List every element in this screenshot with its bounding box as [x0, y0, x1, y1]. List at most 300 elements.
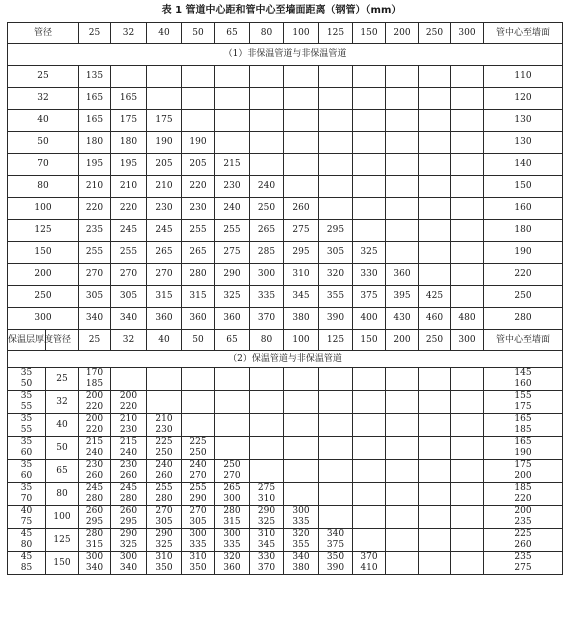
spacing-cell-upper: 290 — [155, 529, 173, 539]
spacing-cell — [386, 66, 419, 88]
column-header: 80 — [250, 23, 284, 44]
spacing-cell — [451, 220, 484, 242]
wall-distance-cell — [484, 460, 563, 483]
column-header: 50 — [182, 23, 215, 44]
spacing-cell: 210 — [111, 176, 147, 198]
pipe-size-cell: 32 — [8, 88, 79, 110]
wall-distance-cell-upper: 165 — [514, 437, 532, 447]
spacing-cell: 230 — [182, 198, 215, 220]
spacing-cell — [419, 220, 451, 242]
spacing-cell — [79, 460, 111, 483]
spacing-cell-lower: 260 — [85, 471, 104, 481]
spacing-cell: 400 — [353, 308, 386, 330]
spacing-cell-upper: 300 — [189, 529, 207, 539]
spacing-cell-lower: 340 — [119, 563, 138, 573]
pipe-size-cell: 50 — [8, 132, 79, 154]
spacing-cell: 425 — [419, 286, 451, 308]
spacing-cell: 305 — [79, 286, 111, 308]
spacing-cell: 265 — [182, 242, 215, 264]
wall-distance-cell-lower: 185 — [514, 425, 532, 435]
spacing-cell — [419, 88, 451, 110]
spacing-cell — [319, 66, 353, 88]
table-row — [8, 198, 563, 220]
spacing-cell: 255 — [111, 242, 147, 264]
spacing-cell-lower: 310 — [257, 494, 276, 504]
spacing-cell — [284, 176, 319, 198]
spacing-cell: 355 — [319, 286, 353, 308]
insulation-thickness-cell-upper: 35 — [20, 483, 33, 493]
spacing-cell-lower: 375 — [326, 540, 345, 550]
spacing-cell-lower: 315 — [223, 517, 241, 527]
spacing-cell: 255 — [182, 220, 215, 242]
spacing-cell — [353, 414, 386, 437]
spacing-cell-lower: 220 — [85, 425, 104, 435]
section-title: （1）非保温管道与非保温管道 — [8, 44, 563, 66]
spacing-cell — [353, 552, 386, 575]
spacing-cell-upper: 225 — [155, 437, 173, 447]
table1-header-row — [8, 23, 563, 44]
spacing-cell: 340 — [111, 308, 147, 330]
spacing-cell — [111, 552, 147, 575]
spacing-cell: 345 — [284, 286, 319, 308]
spacing-cell — [319, 391, 353, 414]
spacing-cell-lower: 250 — [155, 448, 173, 458]
spacing-cell — [353, 460, 386, 483]
table-row — [8, 242, 563, 264]
wall-distance-cell — [484, 529, 563, 552]
table-row — [8, 88, 563, 110]
insulation-thickness-cell-lower: 55 — [20, 425, 33, 435]
spacing-cell-lower: 355 — [292, 540, 310, 550]
spacing-cell-lower: 260 — [119, 471, 138, 481]
insulation-thickness-cell-upper: 35 — [20, 391, 33, 401]
column-header: 32 — [111, 330, 147, 351]
spacing-cell — [386, 88, 419, 110]
insulation-thickness-cell — [8, 483, 46, 506]
spacing-cell: 395 — [386, 286, 419, 308]
spacing-cell — [250, 110, 284, 132]
spacing-cell: 270 — [147, 264, 182, 286]
spacing-cell-lower: 295 — [119, 517, 138, 527]
spacing-cell — [419, 368, 451, 391]
spacing-cell — [284, 154, 319, 176]
spacing-cell — [386, 414, 419, 437]
table-row — [8, 286, 563, 308]
spacing-cell — [147, 66, 182, 88]
column-header: 150 — [353, 23, 386, 44]
spacing-cell — [353, 506, 386, 529]
spacing-cell — [353, 391, 386, 414]
spacing-cell — [284, 437, 319, 460]
insulation-thickness-cell-lower: 75 — [20, 517, 33, 527]
table-row — [8, 110, 563, 132]
pipe-size-cell: 150 — [46, 552, 79, 575]
spacing-cell: 305 — [319, 242, 353, 264]
spacing-cell — [250, 154, 284, 176]
spacing-cell — [79, 506, 111, 529]
table-row — [8, 308, 563, 330]
spacing-cell — [419, 264, 451, 286]
wall-distance-cell — [484, 391, 563, 414]
spacing-cell — [182, 552, 215, 575]
spacing-cell — [215, 437, 250, 460]
column-header: 125 — [319, 23, 353, 44]
spacing-cell — [451, 483, 484, 506]
spacing-cell — [250, 529, 284, 552]
column-header: 125 — [319, 330, 353, 351]
spacing-cell-lower: 360 — [223, 563, 241, 573]
spacing-cell — [284, 483, 319, 506]
spacing-cell-lower: 260 — [155, 471, 173, 481]
spacing-cell — [284, 368, 319, 391]
pipe-size-cell: 80 — [8, 176, 79, 198]
wall-distance-cell: 190 — [484, 242, 563, 264]
pipe-size-cell: 40 — [8, 110, 79, 132]
spacing-cell: 190 — [147, 132, 182, 154]
spacing-cell-lower: 325 — [155, 540, 173, 550]
spacing-cell-upper: 200 — [119, 391, 138, 401]
spacing-cell — [182, 391, 215, 414]
spacing-cell: 265 — [147, 242, 182, 264]
table-row — [8, 552, 563, 575]
section-title: （2）保温管道与非保温管道 — [8, 351, 563, 368]
spacing-cell — [250, 552, 284, 575]
spacing-cell-lower: 280 — [119, 494, 138, 504]
spacing-cell-lower: 280 — [85, 494, 104, 504]
insulation-thickness-cell-upper: 35 — [20, 460, 33, 470]
spacing-cell — [111, 414, 147, 437]
spacing-cell — [215, 368, 250, 391]
spacing-cell-upper: 320 — [292, 529, 310, 539]
spacing-cell-lower: 325 — [119, 540, 138, 550]
spacing-cell-lower: 290 — [189, 494, 207, 504]
spacing-cell — [419, 391, 451, 414]
spacing-cell: 220 — [79, 198, 111, 220]
spacing-cell — [147, 437, 182, 460]
insulation-thickness-cell — [8, 529, 46, 552]
table-row — [8, 154, 563, 176]
spacing-cell-upper: 330 — [257, 552, 276, 562]
spacing-cell: 235 — [79, 220, 111, 242]
column-header: 300 — [451, 330, 484, 351]
spacing-cell-lower: 280 — [155, 494, 173, 504]
insulation-thickness-cell-lower: 55 — [20, 402, 33, 412]
spacing-cell: 240 — [250, 176, 284, 198]
table-row — [8, 437, 563, 460]
spacing-cell: 240 — [215, 198, 250, 220]
pipe-size-cell: 125 — [46, 529, 79, 552]
spacing-cell — [353, 483, 386, 506]
spacing-cell — [147, 414, 182, 437]
spacing-cell — [319, 198, 353, 220]
spacing-cell — [319, 132, 353, 154]
table1-section-row — [8, 44, 563, 66]
spacing-cell — [111, 483, 147, 506]
column-header: 100 — [284, 330, 319, 351]
spacing-cell — [319, 414, 353, 437]
spacing-cell — [419, 506, 451, 529]
spacing-cell — [451, 506, 484, 529]
spacing-cell — [451, 391, 484, 414]
spacing-cell-upper: 245 — [119, 483, 138, 493]
wall-distance-cell-lower: 175 — [514, 402, 532, 412]
spacing-cell — [386, 552, 419, 575]
spacing-cell: 135 — [79, 66, 111, 88]
wall-distance-cell-lower: 200 — [514, 471, 532, 481]
spacing-cell — [419, 414, 451, 437]
wall-distance-cell-lower: 190 — [514, 448, 532, 458]
spacing-cell: 460 — [419, 308, 451, 330]
wall-distance-cell: 180 — [484, 220, 563, 242]
spacing-cell: 360 — [215, 308, 250, 330]
spacing-cell: 210 — [79, 176, 111, 198]
spacing-cell-upper: 280 — [223, 506, 241, 516]
spacing-cell — [250, 88, 284, 110]
spacing-cell-lower: 335 — [292, 517, 310, 527]
column-header: 200 — [386, 23, 419, 44]
spacing-cell: 165 — [111, 88, 147, 110]
spacing-cell — [419, 460, 451, 483]
spacing-cell — [319, 154, 353, 176]
spacing-cell-lower: 185 — [85, 379, 104, 389]
spacing-cell-lower: 340 — [85, 563, 104, 573]
spacing-cell-lower: 295 — [85, 517, 104, 527]
spacing-cell: 340 — [79, 308, 111, 330]
spacing-cell — [451, 529, 484, 552]
table-row — [8, 529, 563, 552]
insulation-thickness-cell — [8, 460, 46, 483]
spacing-cell — [147, 391, 182, 414]
spacing-cell — [250, 460, 284, 483]
wall-distance-cell: 130 — [484, 132, 563, 154]
wall-distance-cell — [484, 506, 563, 529]
insulation-thickness-cell — [8, 506, 46, 529]
spacing-cell-upper: 370 — [360, 552, 378, 562]
spacing-cell — [250, 483, 284, 506]
wall-distance-cell: 220 — [484, 264, 563, 286]
spacing-cell — [419, 176, 451, 198]
spacing-cell — [250, 132, 284, 154]
spacing-cell — [451, 132, 484, 154]
pipe-size-header: 管径 — [46, 330, 79, 351]
spacing-cell: 245 — [111, 220, 147, 242]
spacing-cell — [215, 483, 250, 506]
spacing-cell-upper: 290 — [119, 529, 138, 539]
spacing-cell — [386, 529, 419, 552]
spacing-cell: 205 — [147, 154, 182, 176]
spacing-cell — [353, 88, 386, 110]
spacing-cell-lower: 240 — [85, 448, 104, 458]
table-body — [8, 23, 563, 575]
spacing-cell — [451, 460, 484, 483]
spacing-cell — [419, 242, 451, 264]
spacing-cell — [215, 552, 250, 575]
spacing-cell — [111, 437, 147, 460]
spacing-cell: 195 — [79, 154, 111, 176]
table2-header-row — [8, 330, 563, 351]
spacing-cell-upper: 245 — [85, 483, 104, 493]
table-row — [8, 483, 563, 506]
spacing-cell — [419, 529, 451, 552]
spacing-cell-upper: 210 — [155, 414, 173, 424]
spacing-cell — [215, 460, 250, 483]
spacing-cell — [147, 506, 182, 529]
spacing-cell-lower: 350 — [155, 563, 173, 573]
spacing-cell: 295 — [319, 220, 353, 242]
spacing-cell-upper: 300 — [223, 529, 241, 539]
column-header: 150 — [353, 330, 386, 351]
spacing-cell — [451, 414, 484, 437]
insulation-thickness-cell-upper: 35 — [20, 368, 33, 378]
spacing-cell-upper: 290 — [257, 506, 276, 516]
wall-distance-cell-lower: 220 — [514, 494, 532, 504]
spacing-cell: 220 — [182, 176, 215, 198]
spacing-cell — [451, 110, 484, 132]
spacing-cell-upper: 310 — [155, 552, 173, 562]
spacing-cell: 220 — [111, 198, 147, 220]
spacing-cell — [451, 198, 484, 220]
insulation-thickness-cell-upper: 45 — [20, 552, 33, 562]
spacing-cell — [111, 529, 147, 552]
column-header: 250 — [419, 330, 451, 351]
spacing-cell — [319, 483, 353, 506]
spacing-cell — [451, 242, 484, 264]
spacing-cell — [215, 66, 250, 88]
spacing-cell-lower: 230 — [119, 425, 138, 435]
spacing-cell-upper: 260 — [119, 506, 138, 516]
spacing-cell: 255 — [79, 242, 111, 264]
pipe-size-cell: 125 — [8, 220, 79, 242]
spacing-cell: 295 — [284, 242, 319, 264]
wall-distance-header: 管中心至墙面 — [484, 23, 563, 44]
column-header: 65 — [215, 330, 250, 351]
spacing-cell-lower: 250 — [189, 448, 207, 458]
spacing-cell-upper: 200 — [85, 391, 104, 401]
insulation-thickness-header: 保温层厚度 — [8, 330, 46, 351]
spacing-cell-upper: 200 — [85, 414, 104, 424]
insulation-thickness-cell-lower: 85 — [20, 563, 33, 573]
spacing-cell-lower: 270 — [189, 471, 207, 481]
spacing-cell-lower: 335 — [189, 540, 207, 550]
spacing-cell: 230 — [147, 198, 182, 220]
spacing-cell — [215, 110, 250, 132]
spacing-cell — [79, 529, 111, 552]
spacing-cell — [386, 506, 419, 529]
spacing-cell-upper: 230 — [119, 460, 138, 470]
spacing-cell-upper: 255 — [155, 483, 173, 493]
spacing-cell: 215 — [215, 154, 250, 176]
spacing-cell — [451, 176, 484, 198]
column-header: 50 — [182, 330, 215, 351]
spacing-cell-upper: 350 — [326, 552, 345, 562]
spacing-cell — [353, 198, 386, 220]
spacing-cell — [419, 483, 451, 506]
spacing-cell — [147, 529, 182, 552]
spacing-cell: 175 — [111, 110, 147, 132]
spacing-cell: 180 — [111, 132, 147, 154]
spacing-cell-upper: 320 — [223, 552, 241, 562]
spacing-cell — [147, 552, 182, 575]
spacing-cell-lower: 220 — [119, 402, 138, 412]
insulation-thickness-cell-lower: 80 — [20, 540, 33, 550]
spacing-cell — [319, 110, 353, 132]
spacing-cell — [215, 506, 250, 529]
spacing-cell — [353, 368, 386, 391]
insulation-thickness-cell-upper: 40 — [20, 506, 33, 516]
pipe-size-cell: 100 — [8, 198, 79, 220]
spacing-cell — [111, 506, 147, 529]
wall-distance-cell — [484, 483, 563, 506]
insulation-thickness-cell — [8, 368, 46, 391]
spacing-cell-upper: 300 — [85, 552, 104, 562]
spacing-cell: 315 — [147, 286, 182, 308]
spacing-cell — [319, 88, 353, 110]
table-row — [8, 391, 563, 414]
pipe-size-cell: 200 — [8, 264, 79, 286]
spacing-cell-upper: 310 — [257, 529, 276, 539]
column-header: 25 — [79, 23, 111, 44]
spacing-cell-upper: 215 — [119, 437, 138, 447]
wall-distance-cell: 120 — [484, 88, 563, 110]
spacing-cell: 360 — [147, 308, 182, 330]
spacing-cell — [451, 368, 484, 391]
wall-distance-cell-lower: 160 — [514, 379, 532, 389]
spacing-cell — [79, 437, 111, 460]
spacing-cell — [215, 529, 250, 552]
pipe-size-cell: 25 — [8, 66, 79, 88]
table-row — [8, 220, 563, 242]
spacing-cell — [182, 66, 215, 88]
spacing-cell: 360 — [386, 264, 419, 286]
spacing-cell — [451, 437, 484, 460]
spacing-cell — [111, 66, 147, 88]
spacing-cell: 275 — [215, 242, 250, 264]
spacing-cell — [353, 110, 386, 132]
pipe-size-header: 管径 — [8, 23, 79, 44]
pipe-size-cell: 300 — [8, 308, 79, 330]
spacing-cell — [250, 437, 284, 460]
spacing-cell — [250, 66, 284, 88]
spacing-cell-upper: 170 — [85, 368, 104, 378]
spacing-cell — [451, 66, 484, 88]
spacing-cell-upper: 340 — [326, 529, 345, 539]
column-header: 100 — [284, 23, 319, 44]
spacing-cell — [451, 552, 484, 575]
wall-distance-cell-upper: 155 — [514, 391, 532, 401]
spacing-cell — [147, 88, 182, 110]
wall-distance-cell — [484, 552, 563, 575]
insulation-thickness-cell-upper: 45 — [20, 529, 33, 539]
wall-distance-cell: 250 — [484, 286, 563, 308]
spacing-cell-lower: 410 — [360, 563, 378, 573]
spacing-cell — [353, 154, 386, 176]
wall-distance-cell: 140 — [484, 154, 563, 176]
table-row — [8, 506, 563, 529]
spacing-cell: 320 — [319, 264, 353, 286]
spacing-cell — [250, 368, 284, 391]
spacing-cell — [147, 460, 182, 483]
table-row — [8, 460, 563, 483]
spacing-cell: 230 — [215, 176, 250, 198]
spacing-cell: 165 — [79, 88, 111, 110]
spacing-cell — [79, 414, 111, 437]
pipe-size-cell: 150 — [8, 242, 79, 264]
column-header: 40 — [147, 23, 182, 44]
wall-distance-cell: 160 — [484, 198, 563, 220]
spacing-cell — [386, 437, 419, 460]
wall-distance-cell: 110 — [484, 66, 563, 88]
spacing-cell — [284, 552, 319, 575]
